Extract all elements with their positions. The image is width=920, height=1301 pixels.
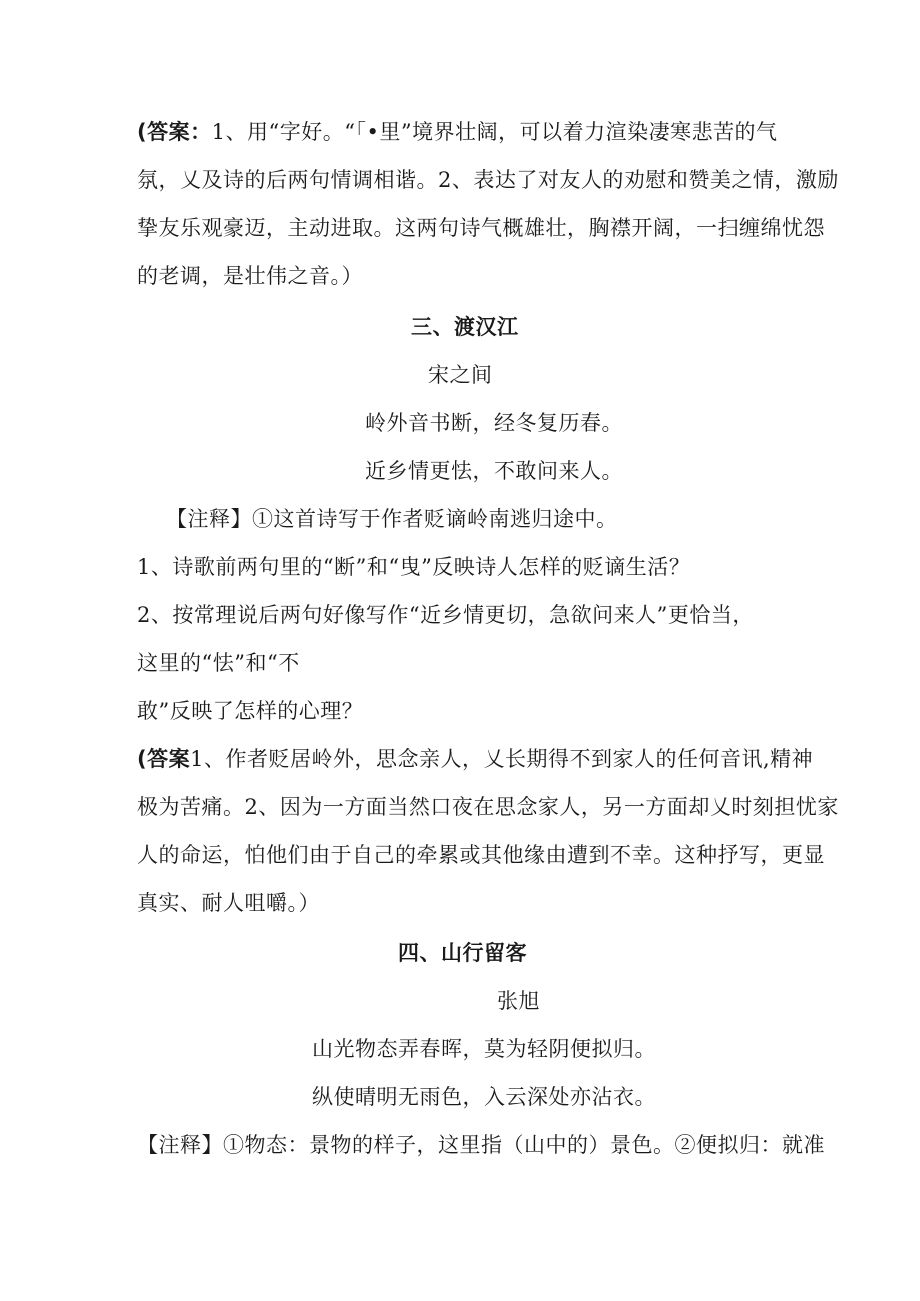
- answer-line-2: 氛，乂及诗的后两句情调相谐。2、表达了对友人的劝慰和赞美之情，激励: [137, 168, 839, 192]
- section4-verse-2: 纵使晴明无雨色，入云深处亦沾衣。: [312, 1085, 656, 1109]
- section3-answer-line-4: 真实、耐人咀嚼。）: [137, 891, 320, 915]
- section3-question-1: 1、诗歌前两句里的“断”和“曳”反映诗人怎样的贬谪生活？: [137, 555, 691, 579]
- section4-verse-1: 山光物态弄春晖，莫为轻阴便拟归。: [312, 1037, 656, 1061]
- section3-answer-line-1: (答案1、作者贬居岭外，思念亲人，乂长期得不到家人的任何音讯,精神: [137, 747, 814, 771]
- answer-line-3: 挚友乐观豪迈，主动进取。这两句诗气概雄壮，胸襟开阔，一扫缠绵忧怨: [137, 216, 825, 240]
- section3-question-2: 2、按常理说后两句好像写作“近乡情更切，急欲问来人”更恰当，: [137, 603, 754, 627]
- section3-note: 【注释】①这首诗写于作者贬谪岭南逃归途中。: [166, 507, 618, 531]
- section3-answer-line-3: 人的命运，怕他们由于自己的牵累或其他缘由遭到不幸。这种抒写，更显: [137, 843, 825, 867]
- section3-verse-1: 岭外音书断，经冬复历春。: [365, 411, 623, 435]
- section4-title: 四、山行留客: [398, 941, 527, 965]
- section3-author: 宋之间: [428, 363, 493, 387]
- section4-author: 张旭: [497, 989, 540, 1013]
- section3-question-2-cont: 这里的“怯”和“不: [137, 651, 300, 675]
- section3-title: 三、渡汉江: [411, 315, 519, 339]
- answer-line-1: (答案：1、用“字好。“「•里”境界壮阔，可以着力渲染凄寒悲苦的气: [137, 120, 778, 144]
- answer-line-4: 的老调，是壮伟之音。）: [137, 264, 363, 288]
- section3-question-2-end: 敢”反映了怎样的心理？: [137, 699, 364, 723]
- section3-verse-2: 近乡情更怯，不敢问来人。: [365, 459, 623, 483]
- section4-note: 【注释】①物态：景物的样子，这里指（山中的）景色。②便拟归：就准: [137, 1133, 825, 1157]
- section3-answer-line-2: 极为苦痛。2、因为一方面当然口夜在思念家人，另一方面却乂时刻担忧家: [137, 795, 839, 819]
